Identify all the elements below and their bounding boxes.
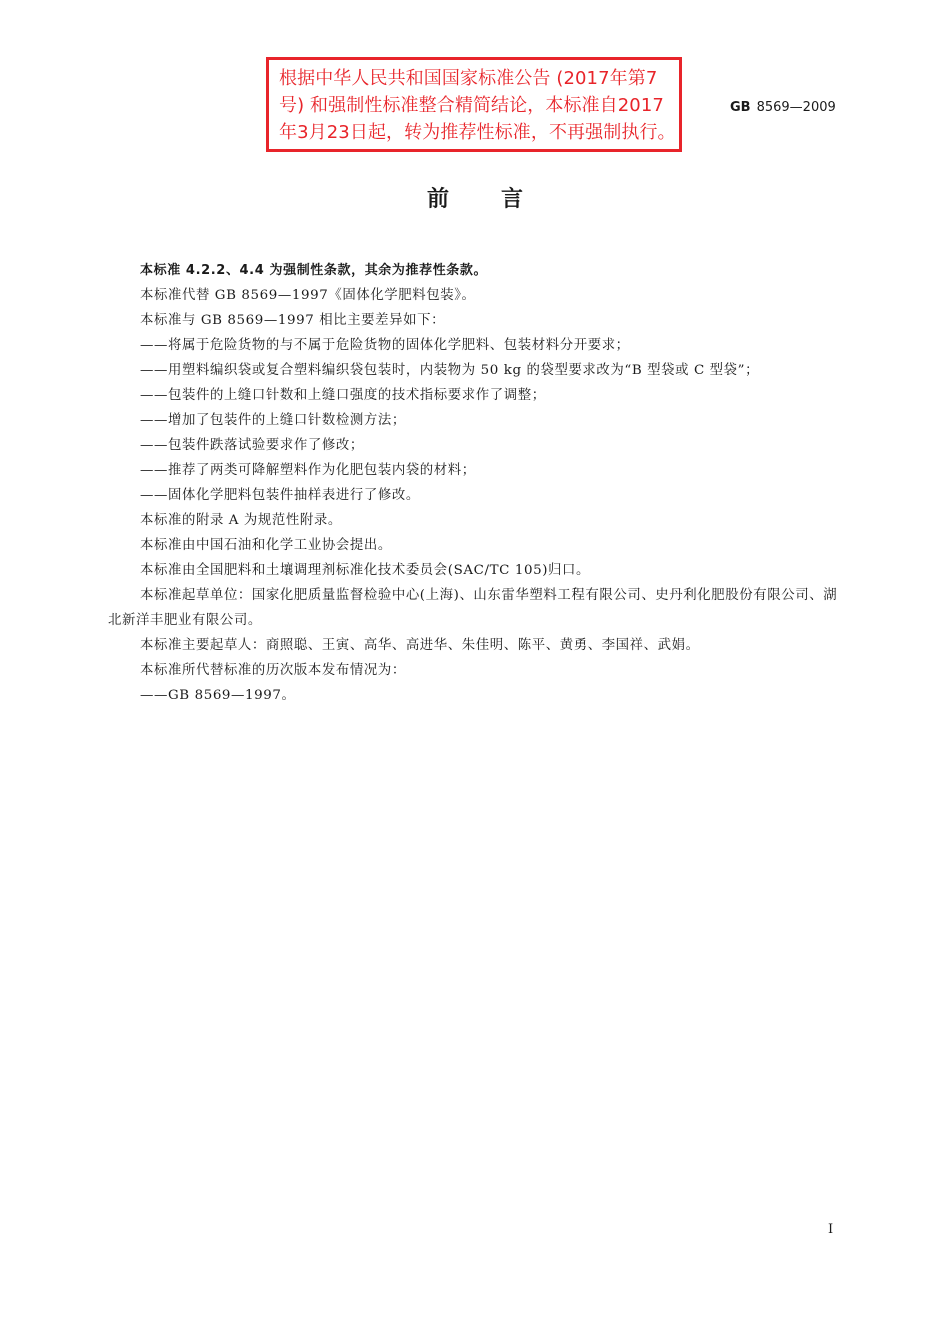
mandatory-clause-statement: 本标准 4.2.2、4.4 为强制性条款，其余为推荐性条款。 bbox=[140, 263, 488, 278]
list-item: ——固体化学肥料包装件抽样表进行了修改。 bbox=[140, 488, 420, 503]
paragraph: 本标准由中国石油和化学工业协会提出。 bbox=[140, 538, 392, 553]
foreword-body bbox=[108, 258, 848, 708]
paragraph: 本标准所代替标准的历次版本发布情况为： bbox=[140, 663, 406, 678]
paragraph: 本标准由全国肥料和土壤调理剂标准化技术委员会(SAC/TC 105)归口。 bbox=[140, 563, 591, 578]
standard-code-prefix: GB bbox=[730, 100, 751, 115]
standard-code bbox=[730, 100, 836, 115]
standard-code-number: 8569—2009 bbox=[756, 100, 836, 115]
list-item: ——将属于危险货物的与不属于危险货物的固体化学肥料、包装材料分开要求； bbox=[140, 338, 630, 353]
list-item: ——推荐了两类可降解塑料作为化肥包装内袋的材料； bbox=[140, 463, 476, 478]
notice-line-2: 号) 和强制性标准整合精简结论，本标准自2017 bbox=[279, 95, 664, 116]
list-item: ——包装件跌落试验要求作了修改； bbox=[140, 438, 364, 453]
list-item: ——包装件的上缝口针数和上缝口强度的技术指标要求作了调整； bbox=[140, 388, 546, 403]
list-item: ——增加了包装件的上缝口针数检测方法； bbox=[140, 413, 406, 428]
list-item: ——GB 8569—1997。 bbox=[140, 688, 296, 703]
list-item: ——用塑料编织袋或复合塑料编织袋包装时，内装物为 50 kg 的袋型要求改为“B 型袋或 C 型袋”； bbox=[140, 363, 760, 378]
paragraph: 本标准与 GB 8569—1997 相比主要差异如下： bbox=[140, 313, 446, 328]
page-title: 前言 bbox=[426, 187, 575, 212]
paragraph: 本标准代替 GB 8569—1997《固体化学肥料包装》。 bbox=[140, 288, 476, 303]
paragraph: 本标准起草单位：国家化肥质量监督检验中心(上海)、山东雷华塑料工程有限公司、史丹利化肥股份有限公司、湖北新洋丰肥业有限公司。 bbox=[108, 588, 838, 628]
notice-box bbox=[266, 57, 682, 152]
notice-line-3: 年3月23日起，转为推荐性标准，不再强制执行。 bbox=[279, 122, 676, 143]
notice-line-1: 根据中华人民共和国国家标准公告 (2017年第7 bbox=[279, 68, 658, 89]
paragraph: 本标准的附录 A 为规范性附录。 bbox=[140, 513, 342, 528]
page-number: I bbox=[828, 1222, 834, 1237]
paragraph: 本标准主要起草人：商照聪、王寅、高华、高进华、朱佳明、陈平、黄勇、李国祥、武娟。 bbox=[140, 638, 700, 653]
